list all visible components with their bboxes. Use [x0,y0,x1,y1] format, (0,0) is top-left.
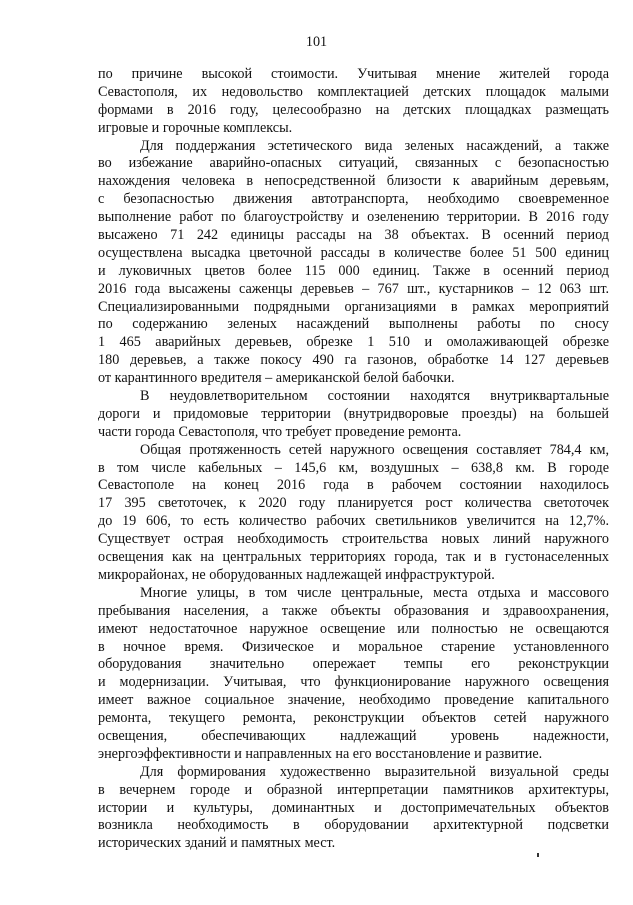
text-line: истории и культуры, доминантных и достопримечательных объектов [98,799,609,816]
text-line: части города Севастополя, что требует проведение ремонта. [98,423,462,440]
text-line: Общая протяженность сетей наружного освещения составляет 784,4 км, [140,441,609,458]
text-line: во избежание аварийно-опасных ситуаций, связанных с безопасностью [98,155,609,172]
text-line: имеют недостаточное наружное освещение или полностью не освещаются [98,620,609,637]
paragraph [98,764,609,853]
text-line: по содержанию зеленых насаждений выполнены работы по сносу [98,316,609,333]
text-line: пребывания населения, а также объекты образования и здравоохранения, [98,602,609,619]
text-line: энергоэффективности и направленных на его восстановление и развитие. [98,745,543,762]
text-line: в ночное время. Физическое и моральное старение установленного [98,638,609,655]
paragraph [98,388,609,442]
text-line: Для формирования художественно выразительной визуальной среды [140,763,609,780]
text-line: имеет важное социальное значение, необходимо проведение капитального [98,692,609,709]
text-line: Севастополе на конец 2016 года в рабочем состоянии находилось [98,477,609,494]
text-line: выполнение работ по благоустройству и озеленению территории. В 2016 году [98,209,609,226]
text-line: нахождения человека в непосредственной близости к аварийным деревьям, [98,173,609,190]
text-line: Многие улицы, в том числе центральные, места отдыха и массового [140,584,609,601]
paragraph [98,585,609,764]
document-body [98,66,609,853]
text-line: до 19 606, то есть количество рабочих светильников увеличится на 12,7%. [98,513,609,530]
text-line: и модернизации. Учитывая, что функционирование наружного освещения [98,674,609,691]
text-line: микрорайонах, не оборудованных надлежащей инфраструктурой. [98,566,495,583]
page-number: 101 [305,34,328,50]
text-line: формами в 2016 году, целесообразно на детских площадках размещать [98,101,609,118]
text-line: исторических зданий и памятных мест. [98,835,336,852]
text-line: Существует острая необходимость строительства новых линий наружного [98,531,609,548]
text-line: осуществлена высадка цветочной рассады в количестве более 51 500 единиц [98,244,609,261]
text-line: оборудования значительно опережает темпы его реконструкции [98,656,609,673]
text-line: Для поддержания эстетического вида зеленых насаждений, а также [140,137,609,154]
text-line: ремонта, текущего ремонта, реконструкции объектов сетей наружного [98,710,609,727]
text-line: освещения, обеспечивающих надлежащий уровень надежности, [98,727,609,744]
text-line: Специализированными подрядными организациями в рамках мероприятий [98,298,609,315]
text-line: и луковичных цветов более 115 000 единиц. Также в осенний период [98,262,609,279]
paragraph [98,442,609,585]
text-line: от карантинного вредителя – американской белой бабочки. [98,370,455,387]
text-line: 180 деревьев, а также покосу 490 га газонов, обработке 14 127 деревьев [98,352,609,369]
text-line: по причине высокой стоимости. Учитывая мнение жителей города [98,66,609,82]
text-line: игровые и горочные комплексы. [98,119,293,136]
scan-artifact-mark [537,853,539,857]
text-line: 17 395 светоточек, к 2020 году планируется рост количества светоточек [98,495,609,512]
text-line: 1 465 аварийных деревьев, обрезке 1 510 и омолаживающей обрезке [98,334,609,351]
paragraph [98,138,609,388]
text-line: В неудовлетворительном состоянии находятся внутриквартальные [140,388,609,405]
text-line: в вечернем городе и образной интерпретации памятников архитектуры, [98,781,609,798]
text-line: Севастополя, их недовольство комплектацией детских площадок малыми [98,83,609,100]
text-line: с безопасностью движения автотранспорта, необходимо своевременное [98,191,609,208]
text-line: высажено 71 242 единицы рассады на 38 объектах. В осенний период [98,227,609,244]
paragraph [98,66,609,138]
text-line: в том числе кабельных – 145,6 км, воздушных – 638,8 км. В городе [98,459,609,476]
text-line: освещения как на центральных территориях города, так и в густонаселенных [98,549,609,566]
text-line: дороги и придомовые территории (внутридворовые проезды) на большей [98,405,609,422]
text-line: возникла необходимость в оборудовании архитектурной подсветки [98,817,609,834]
text-line: 2016 года высажены саженцы деревьев – 767 шт., кустарников – 12 063 шт. [98,280,609,297]
